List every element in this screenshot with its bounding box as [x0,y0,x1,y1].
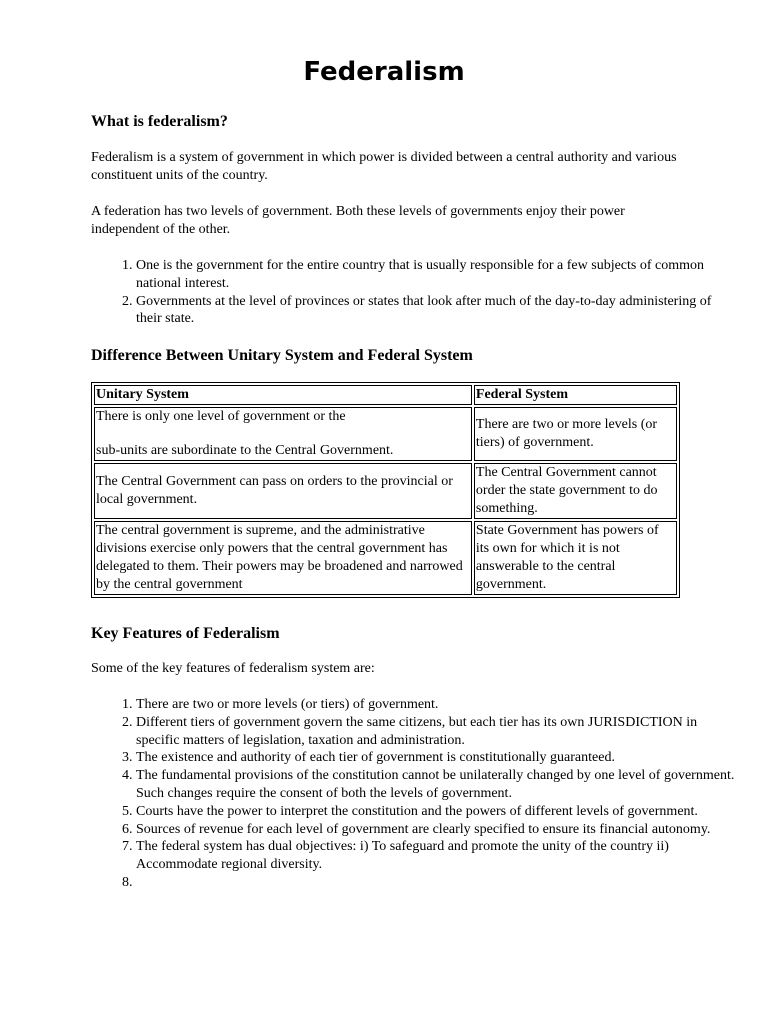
key-features-list [91,696,736,892]
table-cell-unitary: The Central Government can pass on orders to the provincial or local government. [94,463,472,519]
section-heading-what-is-federalism: What is federalism? [91,113,228,130]
list-item: 7. The federal system has dual objectives: i) To safeguard and promote the unity of the country ii) Accommodate regional diversity. [136,838,736,874]
header-federal-system: Federal System [474,385,677,405]
table-cell-federal: The Central Government cannot order the state government to do something. [474,463,677,519]
definition-paragraph: Federalism is a system of government in which power is divided between a central authority and various constituent units of the country. [91,150,677,183]
list-item: 1. There are two or more levels (or tiers) of government. [136,696,736,714]
list-item: 6. Sources of revenue for each level of government are clearly specified to ensure its financial autonomy. [136,821,736,839]
list-item: 2. Governments at the level of provinces or states that look after much of the day-to-day administering of their state. [136,293,736,329]
list-item: 4. The fundamental provisions of the constitution cannot be unilaterally changed by one level of government. Such changes require the consent of both the levels of government. [136,767,736,803]
levels-list [91,257,736,328]
list-item: 5. Courts have the power to interpret the constitution and the powers of different levels of government. [136,803,736,821]
table-row [94,407,677,461]
list-item: 1. One is the government for the entire country that is usually responsible for a few subjects of common national interest. [136,257,736,293]
list-item [136,874,736,892]
header-unitary-system: Unitary System [94,385,472,405]
table-header-row [94,385,677,405]
table-row [94,521,677,595]
table-row [94,463,677,519]
list-item: 2. Different tiers of government govern the same citizens, but each tier has its own JURISDICTION in specific matters of legislation, taxation and administration. [136,714,736,750]
cell-text: There is only one level of government or the [96,409,346,424]
key-features-intro: Some of the key features of federalism system are: [91,661,375,676]
page-title: Federalism [303,57,465,87]
table-cell-federal: State Government has powers of its own for which it is not answerable to the central government. [474,521,677,595]
section-heading-difference: Difference Between Unitary System and Federal System [91,347,473,364]
list-item: 3. The existence and authority of each tier of government is constitutionally guaranteed. [136,749,736,767]
cell-text: sub-units are subordinate to the Central Government. [96,443,394,458]
table-cell-unitary [94,407,472,461]
table-cell-unitary: The central government is supreme, and the administrative divisions exercise only powers that the central government has delegated to them. Their powers may be broadened and narrowed by the central government [94,521,472,595]
comparison-table [91,382,680,598]
table-cell-federal: There are two or more levels (or tiers) of government. [474,407,677,461]
two-levels-paragraph: A federation has two levels of government. Both these levels of governments enjoy their power independent of the other. [91,204,625,237]
section-heading-key-features: Key Features of Federalism [91,625,280,642]
